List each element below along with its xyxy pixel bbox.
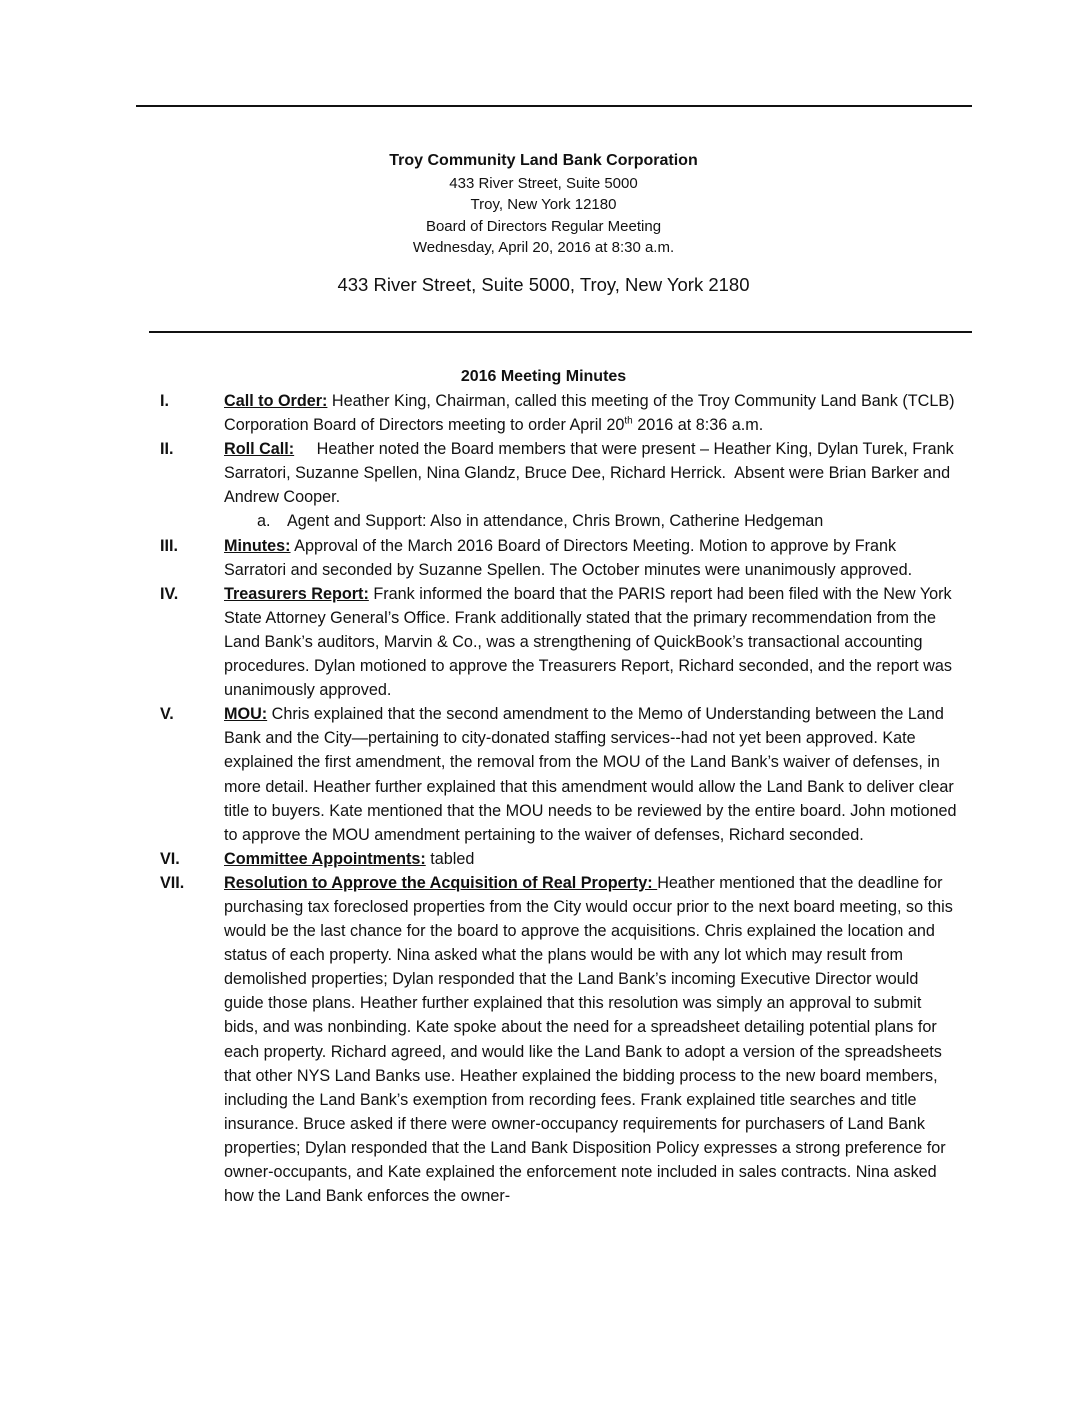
document-header: [136, 150, 951, 296]
minutes-item-call-to-order: [160, 389, 960, 437]
minutes-item-treasurers-report: [160, 582, 960, 702]
item-numeral: VII.: [160, 873, 185, 892]
item-superscript: th: [624, 415, 633, 427]
item-text: tabled: [425, 849, 475, 868]
minutes-item-minutes: [160, 534, 960, 582]
item-numeral: III.: [160, 536, 178, 555]
sub-item-label: a.: [257, 512, 271, 531]
item-numeral: VI.: [160, 849, 180, 868]
item-title: Call to Order:: [224, 392, 328, 410]
item-numeral: II.: [160, 440, 174, 459]
item-text: Frank informed the board that the PARIS report had been filed with the New York State Attorney General’s Office. Frank additionally stated that the primary recommendation from the Land Bank’s auditors, Marvin & Co., was a strengthening of QuickBook’s transactional accounting procedures. Dylan motioned to approve the Treasurers Report, Richard seconded, and the report was unanimously approved.: [224, 584, 952, 700]
item-numeral: V.: [160, 705, 174, 724]
header-address: 433 River Street, Suite 5000: [449, 174, 638, 192]
top-divider: [136, 105, 972, 107]
meeting-type: Board of Directors Regular Meeting: [425, 217, 662, 235]
item-title: Minutes:: [224, 536, 291, 555]
item-title: Resolution to Approve the Acquisition of Real Property:: [224, 873, 658, 892]
meeting-location: 433 River Street, Suite 5000, Troy, New York 2180: [337, 273, 750, 295]
minutes-item-roll-call: [160, 437, 960, 533]
minutes-item-resolution: [160, 871, 960, 1208]
item-text-end: 2016 at 8:36 a.m.: [632, 416, 764, 435]
item-title: Treasurers Report:: [224, 584, 369, 603]
minutes-item-committee-appointments: [160, 847, 960, 871]
meeting-date-time: Wednesday, April 20, 2016 at 8:30 a.m.: [412, 239, 675, 256]
sub-item-agent-support: [224, 509, 960, 533]
item-text: Heather King, Chairman, called this meeting of the Troy Community Land Bank (TCLB) Corporation Board of Directors meeting to order April 20: [224, 392, 955, 435]
item-text: Approval of the March 2016 Board of Directors Meeting. Motion to approve by Frank Sarratori and seconded by Suzanne Spellen. The October minutes were unanimously approved.: [224, 536, 913, 579]
item-text: Heather mentioned that the deadline for purchasing tax foreclosed properties from the City would occur prior to the next board meeting, so this would be the last chance for the board to approve the acquisitions. Chris explained the location and status of each property. Nina asked what the plans would be with any lot which may result from demolished properties; Dylan responded that the Land Bank’s incoming Executive Director would guide those plans. Heather further explained that this resolution was simply an approval to submit bids, and was nonbinding. Kate spoke about the need for a spreadsheet detailing potential plans for each property. Richard agreed, and would like the Land Bank to adopt a version of the spreadsheets that other NYS Land Banks use. Heather explained the bidding process to the new board members, including the Land Bank’s exemption from recording fees. Frank explained title searches and title insurance. Bruce asked if there were owner-occupancy requirements for purchasers of Land Bank properties; Dylan responded that the Land Bank Disposition Policy expresses a strong preference for owner-occupants, and Kate explained the enforcement note included in sales contracts. Nina asked how the Land Bank enforces the owner-: [224, 873, 953, 1206]
item-title: Roll Call:: [224, 440, 295, 459]
item-numeral: IV.: [160, 584, 179, 603]
minutes-title: 2016 Meeting Minutes: [460, 368, 627, 385]
header-divider: [149, 331, 972, 333]
header-city: Troy, New York 12180: [470, 196, 617, 213]
minutes-item-mou: [160, 702, 960, 847]
item-text: Heather noted the Board members that were present – Heather King, Dylan Turek, Frank Sarratori, Suzanne Spellen, Nina Glandz, Bruce Dee, Richard Herrick. Absent were Brian Barker and Andrew Cooper.: [224, 440, 959, 507]
item-numeral: I.: [160, 392, 169, 410]
minutes-items: [160, 389, 960, 1208]
item-title: Committee Appointments:: [224, 849, 426, 868]
item-text: Chris explained that the second amendment to the Memo of Understanding between the Land Bank and the City—pertaining to city-donated staffing services--had not yet been approved. Kate explained the first amendment, the removal from the MOU of the Land Bank’s waiver of defenses, in more detail. Heather further explained that this amendment would allow the Land Bank to deliver clear title to buyers. Kate mentioned that the MOU needs to be reviewed by the entire board. John motioned to approve the MOU amendment pertaining to the waiver of defenses, Richard seconded.: [224, 705, 957, 844]
sub-item-text: Agent and Support: Also in attendance, Chris Brown, Catherine Hedgeman: [287, 512, 824, 531]
organization-name: Troy Community Land Bank Corporation: [389, 152, 698, 169]
item-title: MOU:: [224, 705, 268, 724]
